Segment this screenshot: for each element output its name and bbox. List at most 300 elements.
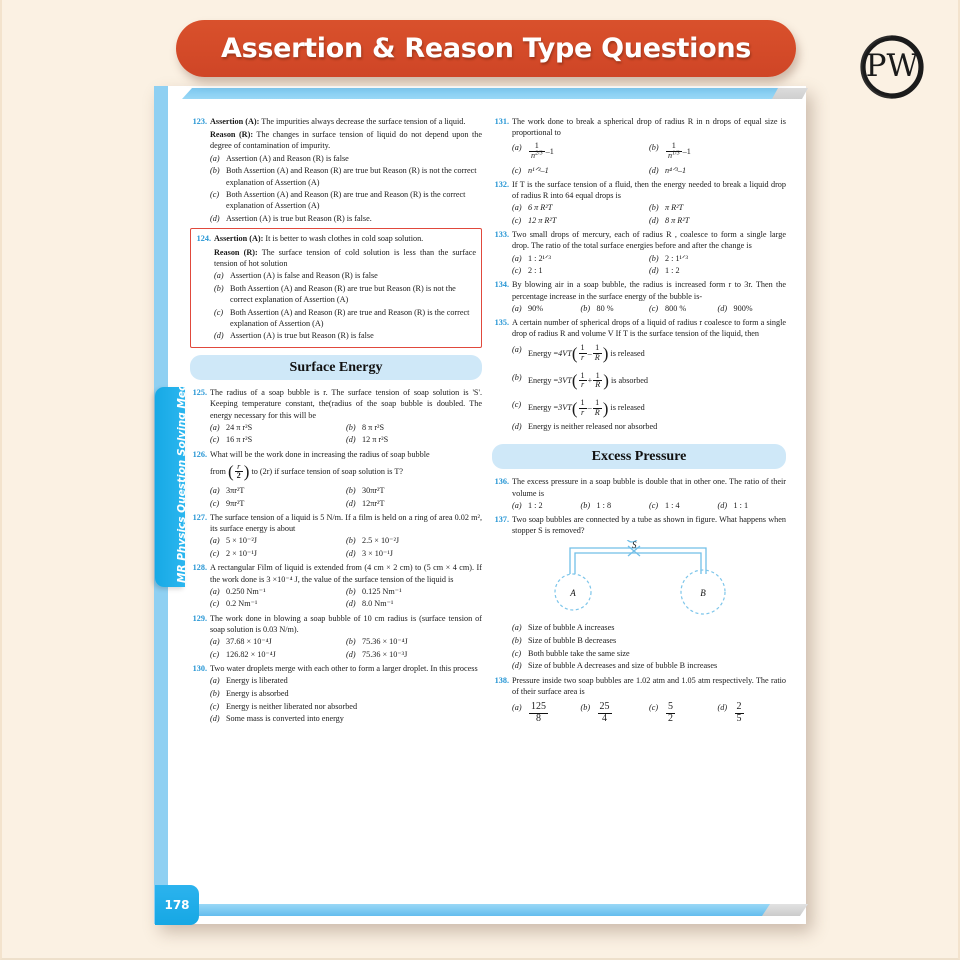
option-label: (a): [512, 345, 522, 355]
question-number: 123.: [192, 117, 207, 126]
option-b[interactable]: [210, 165, 482, 187]
option-text: 900%: [733, 303, 753, 313]
option-text: 12 π r²S: [362, 435, 389, 445]
options-list: [512, 202, 786, 226]
option-text: Size of bubble A increases: [528, 623, 615, 633]
option-label: (a): [210, 153, 220, 163]
option-a[interactable]: [210, 586, 346, 597]
option-label: (c): [512, 648, 522, 658]
equals-sign: =: [553, 403, 559, 413]
question-body: [210, 116, 482, 127]
left-column: [190, 116, 482, 727]
reason-text: The surface tension of cold solution is less than the surface tension of hot solution: [214, 247, 476, 268]
option-d[interactable]: [649, 265, 786, 276]
option-text: 126.82 × 10⁻⁴J: [226, 649, 276, 659]
option-text: 2 : 1¹ᐟ³: [665, 253, 688, 263]
question-text: The radius of a soap bubble is r. The surface tension of soap solution is 'S'. Keeping temperature constant, the(radius of the soap bubble is doubled. The energy necessary for this will be: [210, 388, 482, 420]
coefficient: 4VT: [558, 348, 572, 358]
coefficient: 3VT: [558, 403, 572, 413]
option-c[interactable]: [512, 265, 649, 276]
option-a[interactable]: [512, 622, 786, 633]
options-list: [214, 270, 476, 342]
option-label: (a): [512, 143, 522, 153]
option-d[interactable]: [718, 500, 787, 511]
options-list: [512, 142, 786, 175]
options-list: [512, 702, 786, 724]
fraction-one-over-n-pow: [529, 142, 545, 160]
option-b[interactable]: [346, 535, 482, 546]
fraction-denominator: r: [580, 407, 585, 417]
option-label: (d): [346, 649, 356, 659]
bubble-b-label: B: [700, 588, 706, 599]
option-text: n¹ᐟ³–1: [528, 165, 549, 175]
fraction-numerator: 1: [529, 142, 545, 152]
option-label: (c): [214, 307, 224, 317]
option-c[interactable]: [210, 649, 346, 660]
question-text-line1: What will be the work done in increasing the radius of soap bubble: [210, 449, 430, 459]
fraction-denominator: R: [594, 407, 600, 417]
option-label: (d): [512, 422, 522, 432]
option-text: Both bubble take the same size: [528, 648, 630, 658]
option-c[interactable]: [210, 189, 482, 211]
fraction-option: [529, 702, 548, 724]
question-number: 134.: [494, 280, 509, 290]
option-label: (b): [346, 486, 356, 496]
question-text: Two water droplets merge with each other to form a larger droplet. In this process: [210, 663, 478, 673]
assertion-label: Assertion (A):: [214, 234, 264, 244]
question-text: The surface tension of a liquid is 5 N/m. If a film is held on a ring of area 0.02 m², its surface energy is about: [210, 513, 482, 534]
fraction-numerator: 5: [668, 701, 673, 713]
option-label: (c): [210, 190, 220, 200]
option-d[interactable]: [210, 713, 482, 724]
side-tab-label: [155, 352, 188, 587]
option-a[interactable]: [512, 702, 581, 724]
option-text: Both Assertion (A) and Reason (R) are true and Reason (R) is the correct explanation of Assertion (A): [230, 307, 470, 328]
option-c[interactable]: [210, 598, 346, 609]
assertion-text: The impurities always decrease the surface tension of a liquid.: [259, 117, 466, 126]
chapter-title-text: Assertion & Reason Type Questions: [220, 33, 752, 64]
option-text: Both Assertion (A) and Reason (R) are true but Reason (R) is not the correct explanation of Assertion (A): [226, 166, 477, 187]
option-label: (b): [649, 143, 659, 153]
question-text: A certain number of spherical drops of a liquid of radius r coalesce to form a single drop of radius R and volume V If T is the surface tension of the liquid, then: [512, 318, 786, 339]
fraction-r-over-2: [235, 463, 243, 481]
option-b[interactable]: [649, 142, 786, 160]
option-label: (b): [214, 283, 224, 293]
question-text: If T is the surface tension of a fluid, then the energy needed to break a liquid drop of radius R into 64 equal drops is: [512, 179, 786, 201]
option-text: 0.250 Nm⁻¹: [226, 586, 266, 596]
fraction-1-over-r: [579, 344, 587, 362]
option-a[interactable]: [512, 142, 649, 160]
reason-body: [210, 129, 482, 151]
option-text: Assertion (A) is true but Reason (R) is false.: [226, 214, 372, 224]
options-list: [512, 622, 786, 671]
stopper-label: S: [632, 540, 637, 551]
option-tail: –1: [545, 146, 554, 156]
option-a[interactable]: [214, 270, 476, 281]
option-text: 2 : 1: [528, 266, 543, 276]
options-list: [210, 636, 482, 660]
option-a[interactable]: [210, 636, 346, 647]
option-label: (b): [210, 166, 220, 176]
option-c[interactable]: [649, 500, 718, 511]
option-suffix: is released: [610, 348, 645, 358]
fraction-numerator: 25: [599, 701, 610, 713]
option-b[interactable]: [346, 586, 482, 597]
question-number: 136.: [494, 477, 509, 487]
option-label: (a): [210, 536, 220, 546]
option-text: 6 π R²T: [528, 203, 553, 213]
question-129: [190, 613, 482, 660]
option-c[interactable]: [512, 165, 649, 176]
option-a[interactable]: [210, 675, 482, 686]
option-c[interactable]: [512, 215, 649, 226]
option-text: 1 : 2¹ᐟ³: [528, 253, 551, 263]
fraction-denominator: $n^{1/3}$: [668, 150, 680, 161]
option-label: (b): [512, 636, 522, 646]
energy-word: Energy: [528, 403, 552, 413]
options-list: [512, 344, 786, 432]
option-text: 1 : 4: [665, 500, 680, 510]
question-text-tail: to (2r) if surface tension of soap solution is T?: [251, 467, 403, 477]
question-125: [190, 387, 482, 446]
question-text: Two small drops of mercury, each of radius R , coalesce to form a single large drop. The ratio of the total surface energies before and after the change is: [512, 230, 786, 251]
option-label: (c): [512, 266, 522, 276]
coefficient: 3VT: [558, 376, 572, 386]
option-label: (d): [346, 498, 356, 508]
option-tail: –1: [682, 146, 691, 156]
option-text: Both Assertion (A) and Reason (R) are true but Reason (R) is not the correct explanation of Assertion (A): [230, 283, 456, 304]
left-paren: (: [571, 371, 578, 391]
option-label: (a): [210, 637, 220, 647]
question-136: [492, 476, 786, 511]
option-b[interactable]: [346, 422, 482, 433]
option-text: 30πr²T: [362, 486, 385, 496]
energy-word: Energy: [528, 376, 552, 386]
option-label: (c): [512, 165, 522, 175]
question-135: [492, 317, 786, 432]
option-text: Both Assertion (A) and Reason (R) are true and Reason (R) is the correct explanation of Assertion (A): [226, 190, 466, 211]
option-label: (c): [210, 498, 220, 508]
option-c[interactable]: [512, 399, 786, 417]
right-paren: ): [602, 398, 609, 418]
page-number-tab: [155, 885, 199, 925]
option-b[interactable]: [649, 202, 786, 213]
option-label: (d): [717, 500, 728, 510]
option-c[interactable]: [649, 303, 718, 314]
option-b[interactable]: [581, 702, 650, 724]
option-text: Energy is absorbed: [226, 688, 289, 698]
top-ribbon-tail: [772, 88, 808, 99]
option-text: Energy is neither released nor absorbed: [528, 422, 658, 432]
question-text: The excess pressure in a soap bubble is double that in other one. The ratio of their volume is: [512, 477, 786, 498]
option-b[interactable]: [512, 372, 786, 390]
fraction-numerator: 1: [593, 399, 602, 409]
question-number: 131.: [494, 117, 509, 126]
option-label: (a): [512, 623, 522, 633]
fraction-denominator: 4: [602, 712, 607, 724]
question-number: 132.: [494, 179, 509, 189]
fraction-denominator: 5: [736, 712, 742, 724]
question-number: 130.: [192, 663, 207, 673]
option-suffix: is absorbed: [610, 376, 649, 386]
assertion-text: It is better to wash clothes in cold soap solution.: [263, 234, 424, 244]
option-c[interactable]: [512, 648, 786, 659]
option-label: (b): [580, 500, 591, 510]
option-d[interactable]: [512, 421, 786, 432]
options-list: [210, 535, 482, 559]
options-list: [210, 485, 482, 509]
option-label: (b): [346, 586, 356, 596]
option-a[interactable]: [210, 485, 346, 496]
fraction-denominator: 8: [536, 712, 541, 724]
option-text: 24 π r²S: [226, 422, 253, 432]
option-d[interactable]: [346, 498, 482, 509]
option-text: 37.68 × 10⁻⁴J: [226, 637, 272, 647]
highlighted-question-box: [190, 228, 482, 348]
option-b[interactable]: [512, 635, 786, 646]
question-number: 137.: [494, 514, 509, 524]
fraction-numerator: 2: [736, 701, 742, 713]
option-label: (d): [717, 703, 728, 713]
option-a[interactable]: [210, 153, 482, 164]
option-text: 8 π r²S: [362, 422, 385, 432]
option-text: Energy is liberated: [226, 676, 288, 686]
right-paren: ): [243, 462, 250, 482]
question-127: [190, 512, 482, 559]
option-label: (b): [346, 637, 356, 647]
option-label: (d): [210, 714, 220, 724]
question-134: [492, 279, 786, 314]
option-d[interactable]: [214, 330, 476, 341]
option-label: (a): [210, 422, 220, 432]
option-text: 75.36 × 10⁻³J: [362, 649, 408, 659]
question-text: A rectangular Film of liquid is extended from (4 cm × 2 cm) to (5 cm × 4 cm). If the work done is 3 ×10⁻⁴ J, the value of the surface tension of the liquid is: [210, 563, 482, 584]
option-text: 80 %: [596, 303, 614, 313]
option-label: (d): [210, 214, 220, 224]
option-label: (c): [649, 303, 659, 313]
option-text: 8.0 Nm⁻¹: [362, 599, 394, 609]
option-a[interactable]: [512, 500, 581, 511]
option-label: (a): [512, 703, 522, 713]
option-text: 1 : 8: [596, 500, 612, 510]
fraction-denominator: R: [595, 380, 601, 390]
left-paren: (: [571, 398, 578, 418]
option-d[interactable]: [346, 548, 482, 559]
fraction-denominator: r: [580, 353, 585, 363]
question-131: [492, 116, 786, 176]
option-c[interactable]: [210, 701, 482, 712]
option-a[interactable]: [210, 422, 346, 433]
option-label: (c): [649, 500, 659, 510]
option-label: (c): [512, 215, 522, 225]
question-number: 128.: [192, 563, 207, 573]
options-list: [512, 500, 786, 511]
option-c[interactable]: [210, 548, 346, 559]
fraction-numerator: 1: [593, 344, 602, 354]
options-list: [512, 253, 786, 277]
option-label: (d): [717, 303, 728, 313]
option-text: 90%: [528, 303, 544, 313]
option-text: 5 × 10⁻²J: [226, 536, 257, 546]
side-tab-text: MR Physics Question Solving Med Easy: [176, 352, 188, 583]
question-128: [190, 562, 482, 609]
soap-bubble-figure: [512, 540, 786, 618]
section-heading-excess-pressure: [492, 444, 786, 469]
option-a[interactable]: [512, 202, 649, 213]
option-d[interactable]: [210, 213, 482, 224]
options-list: [210, 153, 482, 225]
option-text: 0.125 Nm⁻¹: [362, 586, 402, 596]
page-sheet: [154, 86, 806, 924]
option-b[interactable]: [581, 500, 650, 511]
option-label: (a): [512, 203, 522, 213]
bottom-ribbon-tail: [762, 904, 808, 916]
option-label: (a): [210, 586, 220, 596]
option-label: (c): [210, 599, 220, 609]
option-d[interactable]: [718, 702, 787, 724]
question-text: Pressure inside two soap bubbles are 1.02 atm and 1.05 atm respectively. The ratio of their surface area is: [512, 675, 786, 696]
option-label: (b): [512, 372, 522, 382]
fraction-numerator: 1: [580, 370, 585, 380]
option-text: Assertion (A) is false and Reason (R) is false: [230, 270, 378, 280]
option-text: 75.36 × 10⁻⁴J: [362, 637, 408, 647]
option-label: (c): [649, 703, 659, 713]
question-number: 133.: [494, 230, 509, 240]
option-label: (b): [346, 422, 356, 432]
options-list: [210, 586, 482, 610]
fraction-option: [666, 702, 675, 724]
option-c[interactable]: [210, 434, 346, 445]
option-a[interactable]: [210, 535, 346, 546]
option-label: (d): [512, 661, 522, 671]
fraction-one-over-n-pow: [666, 142, 682, 160]
option-text: π R²T: [665, 203, 684, 213]
fraction-numerator: 1: [593, 372, 602, 382]
reason-body: [214, 247, 476, 269]
option-label: (c): [210, 435, 220, 445]
question-number: 138.: [494, 675, 509, 685]
fraction-denominator: r: [580, 380, 585, 390]
option-a[interactable]: [512, 344, 786, 362]
option-text: Size of bubble A decreases and size of bubble B increases: [528, 661, 718, 671]
question-body: [214, 233, 476, 244]
option-text: 1 : 1: [733, 500, 749, 510]
option-d[interactable]: [346, 598, 482, 609]
option-b[interactable]: [214, 283, 476, 305]
equals-sign: =: [553, 376, 559, 386]
section-heading-surface-energy: [190, 355, 482, 380]
option-text: 12πr²T: [362, 498, 385, 508]
option-text: Assertion (A) and Reason (R) is false: [226, 153, 349, 163]
right-paren: ): [603, 371, 609, 391]
option-b[interactable]: [346, 485, 482, 496]
chapter-title-banner: [176, 20, 796, 77]
option-label: (b): [649, 203, 659, 213]
option-d[interactable]: [346, 649, 482, 660]
fraction-option: [735, 702, 744, 724]
option-label: (b): [580, 703, 591, 713]
option-text: 8 π R²T: [665, 215, 690, 225]
options-list: [210, 675, 482, 724]
operator: –: [587, 348, 592, 358]
section-title: Surface Energy: [289, 360, 383, 376]
bottom-ribbon: [172, 904, 782, 916]
question-137: [492, 514, 786, 672]
option-label: (d): [214, 331, 224, 341]
option-b[interactable]: [346, 636, 482, 647]
option-c[interactable]: [214, 307, 476, 329]
fraction-1-over-R: [593, 372, 602, 390]
fraction-denominator: 2: [236, 471, 241, 481]
page-number-text: 178: [164, 898, 190, 912]
assertion-label: Assertion (A):: [210, 117, 260, 126]
question-number: 125.: [192, 388, 207, 398]
bubble-a-label: A: [570, 588, 576, 599]
option-a[interactable]: [512, 303, 581, 314]
question-123: [190, 116, 482, 224]
option-text: n⁴ᐟ³–1: [665, 165, 687, 175]
option-b[interactable]: [210, 688, 482, 699]
equals-sign: =: [553, 348, 559, 358]
option-c[interactable]: [210, 498, 346, 509]
option-d[interactable]: [346, 434, 482, 445]
option-d[interactable]: [512, 660, 786, 671]
fraction-numerator: 1: [580, 397, 585, 407]
option-label: (a): [214, 270, 224, 280]
option-label: (d): [346, 435, 356, 445]
option-d[interactable]: [649, 165, 786, 176]
option-text: 800 %: [665, 303, 687, 313]
options-list: [512, 303, 786, 314]
option-label: (d): [649, 215, 659, 225]
option-text: Size of bubble B decreases: [528, 636, 617, 646]
fraction-numerator: 1: [580, 343, 585, 353]
option-label: (c): [210, 549, 220, 559]
option-d[interactable]: [649, 215, 786, 226]
option-a[interactable]: [512, 253, 649, 264]
option-label: (a): [512, 500, 522, 510]
question-124: [194, 233, 476, 341]
option-text: Energy is neither liberated nor absorbed: [226, 701, 358, 711]
operator: +: [587, 376, 593, 386]
fraction-1-over-R: [593, 399, 602, 417]
option-label: (d): [649, 266, 659, 276]
question-text: By blowing air in a soap bubble, the radius is increased form r to 3r. Then the percentage increase in the surface energy of the bubble is-: [512, 280, 786, 301]
option-d[interactable]: [718, 303, 787, 314]
bubble-tube-diagram-icon: [548, 540, 728, 618]
option-text: 0.2 Nm⁻¹: [226, 599, 258, 609]
question-number: 124.: [196, 234, 211, 244]
fraction-1-over-R: [593, 344, 602, 362]
question-text: Two soap bubbles are connected by a tube as shown in figure. What happens when stopper S is removed?: [512, 514, 786, 536]
fraction-1-over-r: [579, 372, 587, 390]
option-text: Some mass is converted into energy: [226, 714, 344, 724]
option-text: 2.5 × 10⁻²J: [362, 536, 400, 546]
option-b[interactable]: [581, 303, 650, 314]
question-number: 135.: [494, 318, 509, 328]
top-ribbon: [182, 88, 792, 99]
fraction-denominator: $n^{2/3}$: [531, 150, 543, 161]
option-label: (b): [346, 536, 356, 546]
option-c[interactable]: [649, 702, 718, 724]
option-text: 1 : 2: [528, 500, 543, 510]
option-b[interactable]: [649, 253, 786, 264]
section-title: Excess Pressure: [591, 449, 687, 465]
question-text: The work done to break a spherical drop of radius R in n drops of equal size is proportional to: [512, 117, 786, 138]
question-number: 127.: [192, 513, 207, 522]
fraction-denominator: R: [594, 353, 600, 363]
operator: –: [587, 403, 592, 413]
